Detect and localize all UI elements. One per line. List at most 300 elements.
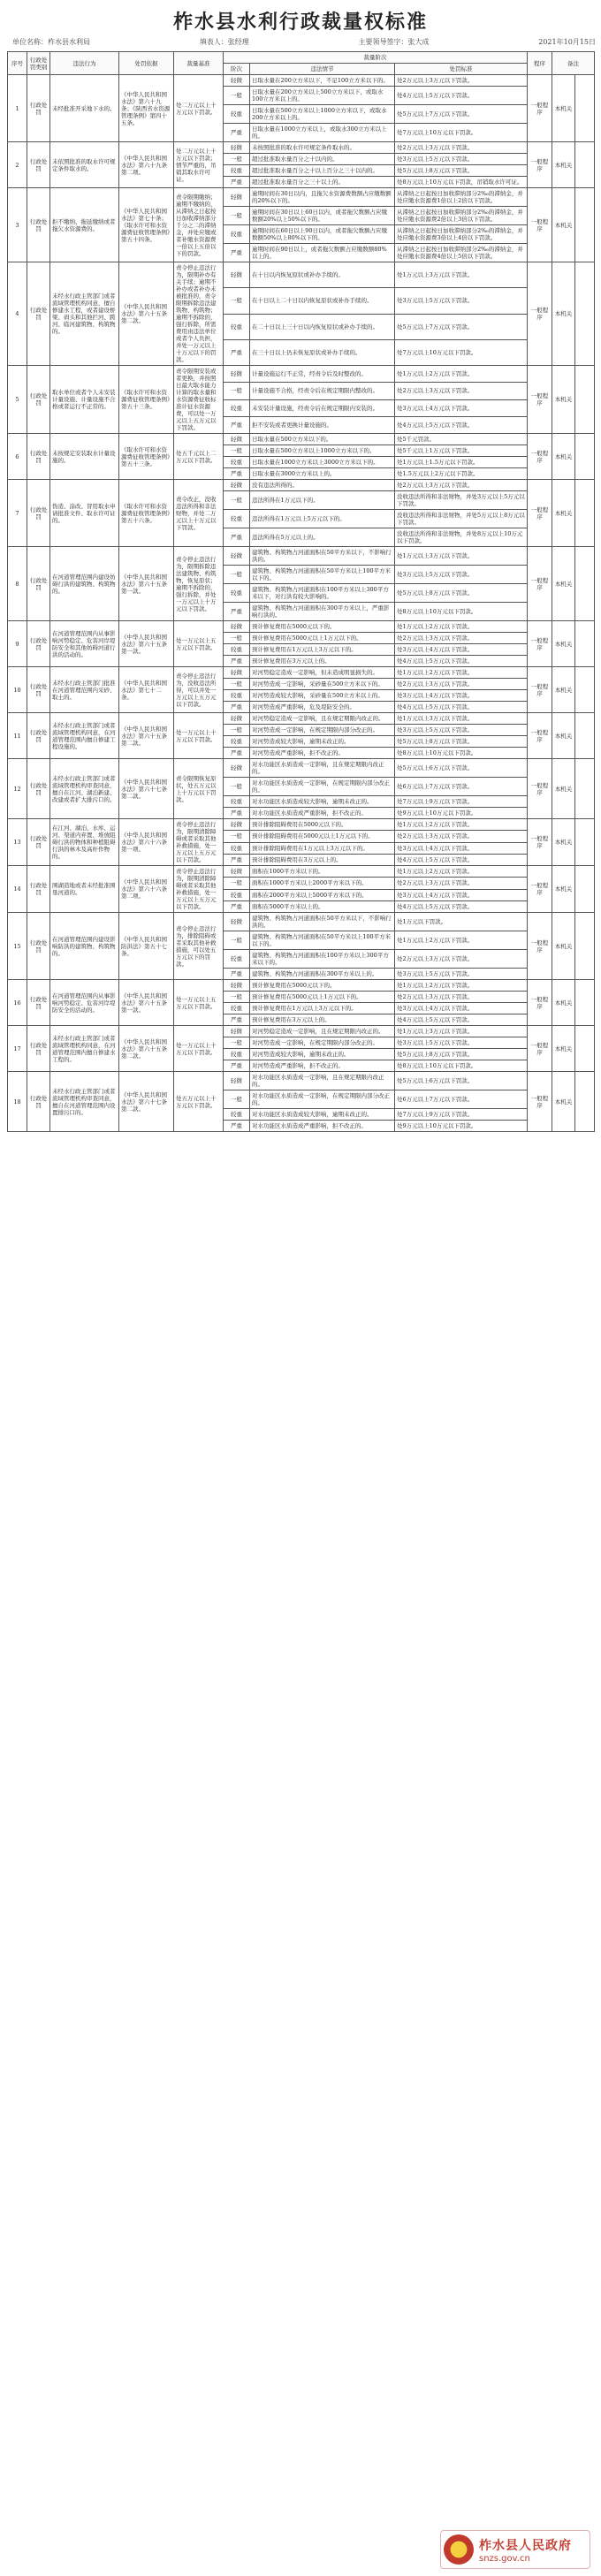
record-basis: 《中华人民共和国防洪法》第五十七条。 [119, 913, 174, 980]
record-note: 本机关 [552, 759, 575, 819]
record-basis: 《中华人民共和国水法》第六十五条第二款。 [119, 1026, 174, 1072]
record-circumstance: 日取水量在1000立方米以上，或取水300立方米以上的。 [250, 124, 395, 142]
record-standard: 处1.5万元以上2万元以下罚款。 [395, 468, 528, 480]
record-basis: 《中华人民共和国水法》第六十五条第一款。 [119, 980, 174, 1026]
record-procedure: 一般程序 [528, 759, 552, 819]
record-level: 一般 [224, 566, 250, 584]
record-circumstance: 对河势造成一定影响，采砂量在500立方米以下的。 [250, 679, 395, 690]
record-level: 轻微 [224, 262, 250, 288]
record-standard: 处4万元以上5万元以下罚款。 [395, 702, 528, 713]
record-basis: 《中华人民共和国水法》第六十六条第二项。 [119, 866, 174, 913]
record-procedure: 一般程序 [528, 667, 552, 713]
record-extra [575, 667, 595, 713]
record-circumstance: 日取水量在3000立方米以上的。 [250, 468, 395, 480]
record-extra [575, 75, 595, 142]
record-number: 2 [8, 142, 27, 188]
record-level: 严重 [224, 969, 250, 980]
record-act: 未经批准开采地下水的。 [50, 75, 119, 142]
record-extra [575, 1026, 595, 1072]
record-level: 严重 [224, 854, 250, 865]
record-number: 1 [8, 75, 27, 142]
record-level: 轻微 [224, 366, 250, 383]
meta-person: 填表人：张经理 [199, 38, 249, 46]
record-act: 未经水行政主管部门或者流域管理机构同意，在河道管理范围内擅自修建水工程的。 [50, 1026, 119, 1072]
record-level: 严重 [224, 702, 250, 713]
record-range: 责令改正，没收违法所得和非法财物，并处二万元以上十万元以下罚款。 [174, 480, 224, 547]
table-header-row [8, 52, 595, 64]
record-level: 一般 [224, 491, 250, 510]
record-category: 行政处罚 [27, 866, 50, 913]
record-standard: 处3万元以上4万元以下罚款。 [395, 889, 528, 900]
record-standard: 处9万元以上10万元以下罚款。 [395, 808, 528, 819]
record-standard: 从滞纳之日起按日加收滞纳部分2‰的滞纳金，并处应缴水资源费2倍以上3倍以下罚款。 [395, 207, 528, 225]
record-procedure: 一般程序 [528, 480, 552, 547]
record-procedure: 一般程序 [528, 262, 552, 366]
record-circumstance: 没有违法所得的。 [250, 480, 395, 491]
record-standard: 处1万元以上3万元以下罚款。 [395, 262, 528, 288]
record-level: 较重 [224, 399, 250, 416]
record-procedure: 一般程序 [528, 547, 552, 621]
record-circumstance: 对河势造成较大影响，逾期未改正的。 [250, 736, 395, 748]
form-meta [0, 37, 601, 49]
record-note: 本机关 [552, 188, 575, 262]
record-level: 严重 [224, 603, 250, 621]
record-standard: 处1万元以上3万元以下罚款。 [395, 1026, 528, 1037]
badge-url: snzs.gov.cn [479, 2553, 530, 2564]
record-extra [575, 621, 595, 667]
record-standard: 从滞纳之日起按日加收滞纳部分2‰的滞纳金，并处应缴水资源费1倍以上2倍以下罚款。 [395, 188, 528, 207]
table-row [8, 262, 595, 288]
record-circumstance: 预计修复费用在5000元以上1万元以下的。 [250, 992, 395, 1003]
record-level: 轻微 [224, 434, 250, 445]
record-category: 行政处罚 [27, 434, 50, 480]
record-circumstance: 逾期时间在60日以上90日以内，或者拖欠数额占应缴数额50%以上80%以下的。 [250, 225, 395, 244]
record-standard: 处4万元以上5万元以下罚款。 [395, 656, 528, 667]
record-circumstance: 预计排除阻碍费用在5000元以上1万元以下的。 [250, 831, 395, 842]
record-act: 拒不缴纳、拖延缴纳或者拖欠水资源费的。 [50, 188, 119, 262]
record-circumstance: 建筑物、构筑物占河道面积在100平方米以上300平方米以下的。 [250, 950, 395, 969]
record-standard: 处4万元以上5万元以下罚款。 [395, 416, 528, 433]
record-basis: 《取水许可和水资源费征收管理条例》第五十六条。 [119, 480, 174, 547]
record-basis: 《中华人民共和国水法》第六十五条第二款。 [119, 262, 174, 366]
record-level: 一般 [224, 633, 250, 644]
record-category: 行政处罚 [27, 262, 50, 366]
record-circumstance: 对河势造成严重影响，危及堤防安全的。 [250, 702, 395, 713]
record-circumstance: 超过批准取水量百分之十以上百分之三十以内的。 [250, 165, 395, 177]
record-standard: 处1万元以上2万元以下罚款。 [395, 866, 528, 878]
record-level: 较重 [224, 644, 250, 656]
record-circumstance: 建筑物、构筑物占河道面积在50平方米以上100平方米以下的。 [250, 931, 395, 950]
record-level: 一般 [224, 679, 250, 690]
record-range: 处二万元以上十万元以下罚款；情节严重的，吊销其取水许可证。 [174, 142, 224, 188]
record-standard: 没收违法所得和非法财物，并处3万元以上5万元以下罚款。 [395, 491, 528, 510]
record-note: 本机关 [552, 667, 575, 713]
record-standard: 处3万元以上4万元以下罚款。 [395, 842, 528, 854]
table-row [8, 75, 595, 87]
record-circumstance: 建筑物、构筑物占河道面积在100平方米以上300平方米以下，对行洪有较大影响的。 [250, 584, 395, 603]
record-procedure: 一般程序 [528, 980, 552, 1026]
record-standard: 处1万元以上2万元以下罚款。 [395, 621, 528, 633]
record-basis: 《中华人民共和国水法》第六十九条第二项。 [119, 142, 174, 188]
record-standard: 处3万元以上5万元以下罚款。 [395, 725, 528, 736]
record-level: 一般 [224, 87, 250, 105]
record-circumstance: 预计排除阻碍费用在3万元以上的。 [250, 854, 395, 865]
record-level: 一般 [224, 931, 250, 950]
record-category: 行政处罚 [27, 913, 50, 980]
record-circumstance: 在三十日以上仍未恢复原状或补办手续的。 [250, 339, 395, 365]
record-level: 较重 [224, 225, 250, 244]
record-circumstance: 建筑物、构筑物占河道面积在50平方米以下，不影响行洪的。 [250, 913, 395, 931]
record-circumstance: 日取水量在500立方米以下的。 [250, 434, 395, 445]
record-circumstance: 面积在1000平方米以下的。 [250, 866, 395, 878]
record-circumstance: 超过批准取水量百分之三十以上的。 [250, 177, 395, 188]
table-row [8, 866, 595, 878]
record-extra [575, 980, 595, 1026]
table-row [8, 1026, 595, 1037]
record-circumstance: 预计修复费用在5000元以下的。 [250, 980, 395, 992]
record-procedure: 一般程序 [528, 75, 552, 142]
record-circumstance: 建筑物、构筑物占河道面积在50平方米以下，不影响行洪的。 [250, 547, 395, 566]
record-level: 严重 [224, 748, 250, 759]
record-note: 本机关 [552, 262, 575, 366]
record-extra [575, 366, 595, 434]
record-act: 在河道管理范围内建设影响防洪的建筑物、构筑物的。 [50, 913, 119, 980]
record-extra [575, 819, 595, 866]
record-level: 较重 [224, 889, 250, 900]
record-extra [575, 759, 595, 819]
record-standard: 处7万元以上10万元以下罚款。 [395, 124, 528, 142]
record-circumstance: 对河势造成严重影响，拒不改正的。 [250, 1060, 395, 1072]
record-extra [575, 1072, 595, 1132]
record-procedure: 一般程序 [528, 621, 552, 667]
record-act: 未依照批准的取水许可规定条件取水的。 [50, 142, 119, 188]
table-row [8, 667, 595, 679]
header-level: 阶次 [224, 64, 250, 75]
record-number: 9 [8, 621, 27, 667]
record-note: 本机关 [552, 366, 575, 434]
record-range: 责令停止违法行为，限期补办有关手续；逾期不补办或者补办未被批准的，责令限期拆除违法建筑物、构筑物；逾期不拆除的，强行拆除，所需费用由违法单位或者个人负担，并处一万元以上十万元以下的罚款。 [174, 262, 224, 366]
record-standard: 处3万元以上5万元以下罚款。 [395, 288, 528, 314]
table-row [8, 913, 595, 931]
record-circumstance: 逾期时间在30日以内，且拖欠水资源费数额占应缴数额的20%以下的。 [250, 188, 395, 207]
table-row [8, 713, 595, 725]
gov-badge[interactable] [440, 2530, 590, 2569]
record-basis: 《中华人民共和国水法》第六十五条第一款。 [119, 547, 174, 621]
record-act: 伪造、涂改、冒用取水申请批准文件、取水许可证的。 [50, 480, 119, 547]
record-range: 处一万元以上十万元以下罚款。 [174, 713, 224, 759]
record-act: 在河道管理范围内从事影响河势稳定、危害河岸堤防安全和其他妨碍河道行洪的活动的。 [50, 621, 119, 667]
record-procedure: 一般程序 [528, 866, 552, 913]
record-level: 轻微 [224, 75, 250, 87]
record-procedure: 一般程序 [528, 713, 552, 759]
record-extra [575, 480, 595, 547]
record-circumstance: 预计排除阻碍费用在5000元以下的。 [250, 819, 395, 831]
record-circumstance: 对河势稳定造成一定影响，但未造成明显损失的。 [250, 667, 395, 679]
record-standard: 处4万元以上5万元以下罚款。 [395, 900, 528, 912]
record-standard: 处8万元以上10万元以下罚款。 [395, 603, 528, 621]
record-range: 责令限期缴纳；逾期不缴纳的，从滞纳之日起按日加收滞纳部分千分之二的滞纳金，并处应缴或者补缴水资源费一倍以上五倍以下的罚款。 [174, 188, 224, 262]
record-circumstance: 预计排除阻碍费用在1万元以上3万元以下的。 [250, 842, 395, 854]
record-standard: 处2万元以上3万元以下罚款。 [395, 679, 528, 690]
record-circumstance: 建筑物、构筑物占河道面积在300平方米以上，严重影响行洪的。 [250, 603, 395, 621]
table-body [8, 75, 595, 1132]
record-level: 轻微 [224, 713, 250, 725]
record-number: 12 [8, 759, 27, 819]
record-note: 本机关 [552, 866, 575, 913]
record-level: 较重 [224, 736, 250, 748]
record-act: 在河道管理范围内建设妨碍行洪的建筑物、构筑物的。 [50, 547, 119, 621]
record-note: 本机关 [552, 434, 575, 480]
record-number: 8 [8, 547, 27, 621]
record-circumstance: 对水功能区水质造成较大影响，逾期未改正的。 [250, 796, 395, 808]
record-note: 本机关 [552, 1026, 575, 1072]
record-basis: 《中华人民共和国水法》第七十二条。 [119, 667, 174, 713]
record-standard: 处8万元以上10万元以下罚款。 [395, 748, 528, 759]
record-act: 围湖造地或者未经批准围垦河道的。 [50, 866, 119, 913]
record-standard: 处5万元以上7万元以下罚款。 [395, 314, 528, 339]
record-level: 一般 [224, 445, 250, 457]
record-extra [575, 434, 595, 480]
record-extra [575, 547, 595, 621]
record-range: 责令停止违法行为，限期清除障碍或者采取其他补救措施，处一万元以上五万元以下罚款。 [174, 866, 224, 913]
table-row [8, 480, 595, 491]
record-note: 本机关 [552, 480, 575, 547]
record-level: 轻微 [224, 667, 250, 679]
record-procedure: 一般程序 [528, 188, 552, 262]
record-level: 较重 [224, 584, 250, 603]
record-circumstance: 预计修复费用在5000元以上1万元以下的。 [250, 633, 395, 644]
record-level: 轻微 [224, 913, 250, 931]
table-row [8, 547, 595, 566]
record-range: 处五万元以上十万元以下罚款。 [174, 1072, 224, 1132]
record-category: 行政处罚 [27, 188, 50, 262]
record-level: 严重 [224, 468, 250, 480]
record-circumstance: 逾期时间在90日以上，或者拖欠数额占应缴数额80%以上的。 [250, 244, 395, 262]
record-range: 处二万元以上十万元以下罚款。 [174, 75, 224, 142]
record-standard: 处5千元以上1万元以下罚款。 [395, 445, 528, 457]
record-number: 14 [8, 866, 27, 913]
header-procedure: 程序 [528, 52, 552, 75]
record-standard: 处4万元以上5万元以下罚款。 [395, 1014, 528, 1026]
record-level: 较重 [224, 1109, 250, 1121]
header-act: 违法行为 [50, 52, 119, 75]
record-category: 行政处罚 [27, 480, 50, 547]
record-act: 取水单位或者个人未安装计量设施、计量设施不合格或者运行不正常的。 [50, 366, 119, 434]
record-standard: 处6万元以上7万元以下罚款。 [395, 778, 528, 796]
header-note: 备注 [552, 52, 595, 75]
record-category: 行政处罚 [27, 1072, 50, 1132]
record-circumstance: 对河势造成一定影响，在规定期限内部分改正的。 [250, 725, 395, 736]
record-level: 轻微 [224, 142, 250, 154]
record-circumstance: 对河势稳定造成一定影响，且在规定期限内改正的。 [250, 713, 395, 725]
record-standard: 处2万元以上3万元以下罚款。 [395, 480, 528, 491]
record-level: 轻微 [224, 1072, 250, 1090]
record-circumstance: 未按照批准的取水许可规定条件取水的。 [250, 142, 395, 154]
record-number: 7 [8, 480, 27, 547]
header-circumstance: 违法情节 [250, 64, 395, 75]
record-range: 责令停止违法行为，没收违法所得，可以并处一万元以上五万元以下罚款。 [174, 667, 224, 713]
record-note: 本机关 [552, 980, 575, 1026]
record-level: 一般 [224, 288, 250, 314]
record-level: 严重 [224, 528, 250, 547]
record-note: 本机关 [552, 819, 575, 866]
record-extra [575, 262, 595, 366]
record-standard: 处5万元以上8万元以下罚款。 [395, 165, 528, 177]
record-note: 本机关 [552, 913, 575, 980]
record-circumstance: 违法所得在5万元以上的。 [250, 528, 395, 547]
record-standard: 处2万元以上3万元以下罚款。 [395, 383, 528, 399]
record-standard: 处2万元以上3万元以下罚款。 [395, 142, 528, 154]
meta-unit: 单位名称：柞水县水利局 [12, 38, 90, 46]
record-range: 责令限期安装或者更换，并按照日最大取水能力计算的取水量和水资源费征收标准计征水资源费，可以处一万元以上五万元以下罚款。 [174, 366, 224, 434]
record-standard: 处2万元以上3万元以下罚款。 [395, 950, 528, 969]
record-standard: 处1万元以上2万元以下罚款。 [395, 980, 528, 992]
record-standard: 处1万元以上1.5万元以下罚款。 [395, 457, 528, 468]
record-level: 严重 [224, 244, 250, 262]
record-circumstance: 对水功能区水质造成一定影响，在规定期限内部分改正的。 [250, 778, 395, 796]
meta-phone: 主要领导签字：张大成 [358, 38, 430, 46]
record-circumstance: 未安装计量设施，经责令后在规定期限内安装的。 [250, 399, 395, 416]
record-level: 严重 [224, 900, 250, 912]
record-act: 在江河、湖泊、水库、运河、渠道内弃置、堆放阻碍行洪的物体和种植阻碍行洪的林木及高秆作物的。 [50, 819, 119, 866]
record-basis: 《中华人民共和国水法》第六十五条第一款。 [119, 621, 174, 667]
record-standard: 处5万元以上7万元以下罚款。 [395, 105, 528, 124]
record-standard: 没收违法所得和非法财物，并处8万元以上10万元以下罚款。 [395, 528, 528, 547]
table-row [8, 188, 595, 207]
record-standard: 处7万元以上10万元以下罚款。 [395, 339, 528, 365]
record-circumstance: 违法所得在1万元以下的。 [250, 491, 395, 510]
record-standard: 从滞纳之日起按日加收滞纳部分2‰的滞纳金，并处应缴水资源费3倍以上4倍以下罚款。 [395, 225, 528, 244]
record-standard: 处2万元以上3万元以下罚款。 [395, 831, 528, 842]
table-row [8, 759, 595, 778]
record-range: 处五千元以上二万元以下罚款。 [174, 434, 224, 480]
header-basis: 处罚依据 [119, 52, 174, 75]
record-circumstance: 日取水量在500立方米以上1000立方米以下的。 [250, 445, 395, 457]
record-circumstance: 对河势造成较大影响，逾期未改正的。 [250, 1049, 395, 1060]
record-standard: 处5万元以上6万元以下罚款。 [395, 759, 528, 778]
page-title: 柞水县水利行政裁量权标准 [172, 11, 428, 34]
record-level: 严重 [224, 416, 250, 433]
record-range: 责令限期恢复原状，处五万元以上十万元以下罚款。 [174, 759, 224, 819]
record-standard: 处3万元以上5万元以下罚款。 [395, 154, 528, 165]
record-level: 一般 [224, 1037, 250, 1049]
record-standard: 处3万元以上4万元以下罚款。 [395, 690, 528, 702]
record-level: 严重 [224, 656, 250, 667]
record-procedure: 一般程序 [528, 366, 552, 434]
record-circumstance: 对水功能区水质造成一定影响，在规定期限内部分改正的。 [250, 1090, 395, 1109]
record-standard: 处5万元以上8万元以下罚款。 [395, 736, 528, 748]
record-circumstance: 对水功能区水质造成严重影响，拒不改正的。 [250, 1121, 395, 1132]
record-circumstance: 对河势造成严重影响，拒不改正的。 [250, 748, 395, 759]
record-level: 较重 [224, 1003, 250, 1014]
record-standard: 处1万元以上3万元以下罚款。 [395, 713, 528, 725]
record-procedure: 一般程序 [528, 434, 552, 480]
record-circumstance: 预计修复费用在1万元以上3万元以下的。 [250, 644, 395, 656]
record-note: 本机关 [552, 547, 575, 621]
record-number: 6 [8, 434, 27, 480]
record-number: 17 [8, 1026, 27, 1072]
record-range: 责令停止违法行为，排除阻碍或者采取其他补救措施，可以处五万元以下的罚款。 [174, 913, 224, 980]
record-procedure: 一般程序 [528, 1072, 552, 1132]
record-note: 本机关 [552, 75, 575, 142]
record-act: 未经水行政主管部门或者流域管理机构同意，在河道管理范围内擅自修建工程设施的。 [50, 713, 119, 759]
record-number: 15 [8, 913, 27, 980]
table-row [8, 366, 595, 383]
record-circumstance: 逾期时间在30日以上60日以内，或者拖欠数额占应缴数额20%以上50%以下的。 [250, 207, 395, 225]
header-group: 裁量阶次 [224, 52, 528, 64]
record-circumstance: 预计修复费用在5000元以下的。 [250, 621, 395, 633]
national-emblem-icon: ★ [444, 2534, 474, 2565]
record-number: 4 [8, 262, 27, 366]
record-circumstance: 对河势造成一定影响，在规定期限内部分改正的。 [250, 1037, 395, 1049]
table-row [8, 980, 595, 992]
record-level: 严重 [224, 1060, 250, 1072]
header-category: 行政处罚类别 [27, 52, 50, 75]
record-number: 3 [8, 188, 27, 262]
record-category: 行政处罚 [27, 142, 50, 188]
record-level: 严重 [224, 177, 250, 188]
record-circumstance: 违法所得在1万元以上5万元以下的。 [250, 510, 395, 528]
table-row [8, 1072, 595, 1090]
record-circumstance: 计量设施运行不正常，经责令后及时整改的。 [250, 366, 395, 383]
record-level: 较重 [224, 796, 250, 808]
header-no: 序号 [8, 52, 27, 75]
record-standard: 处5万元以上8万元以下罚款。 [395, 584, 528, 603]
record-category: 行政处罚 [27, 621, 50, 667]
table-row [8, 819, 595, 831]
record-level: 较重 [224, 510, 250, 528]
record-category: 行政处罚 [27, 759, 50, 819]
record-standard: 处8万元以上10万元以下罚款，吊销取水许可证。 [395, 177, 528, 188]
record-level: 轻微 [224, 759, 250, 778]
record-category: 行政处罚 [27, 366, 50, 434]
record-level: 一般 [224, 778, 250, 796]
record-range: 处一万元以上五万元以下罚款。 [174, 621, 224, 667]
record-level: 一般 [224, 878, 250, 889]
table-row [8, 621, 595, 633]
record-level: 严重 [224, 124, 250, 142]
record-basis: 《中华人民共和国水法》第六十五条第二款。 [119, 713, 174, 759]
record-act: 未经水行政主管部门批准在河道管理范围内采砂、取土的。 [50, 667, 119, 713]
record-level: 轻微 [224, 621, 250, 633]
record-level: 较重 [224, 105, 250, 124]
record-act: 未经水行政主管部门或者流域管理机构审查同意，擅自在江河、湖泊新建、改建或者扩大排污口的。 [50, 759, 119, 819]
record-standard: 处3万元以上5万元以下罚款。 [395, 969, 528, 980]
meta-date: 2021年10月15日 [538, 38, 596, 46]
record-category: 行政处罚 [27, 547, 50, 621]
record-standard: 处1万元以上2万元以下罚款。 [395, 667, 528, 679]
record-standard: 处1万元以上2万元以下罚款。 [395, 931, 528, 950]
record-range: 处一万元以上十万元以下罚款。 [174, 1026, 224, 1072]
record-procedure: 一般程序 [528, 819, 552, 866]
record-circumstance: 日取水量在500立方米以上1000立方米以下，或取水200立方米以上的。 [250, 105, 395, 124]
record-number: 10 [8, 667, 27, 713]
record-circumstance: 对河势造成较大影响，采砂量在500立方米以上的。 [250, 690, 395, 702]
record-circumstance: 建筑物、构筑物占河道面积在300平方米以上的。 [250, 969, 395, 980]
discretion-table [7, 51, 595, 1132]
record-level: 一般 [224, 992, 250, 1003]
record-procedure: 一般程序 [528, 913, 552, 980]
record-circumstance: 预计修复费用在1万元以上3万元以下的。 [250, 1003, 395, 1014]
record-category: 行政处罚 [27, 819, 50, 866]
record-circumstance: 日取水量在1000立方米以上3000立方米以下的。 [250, 457, 395, 468]
record-range: 责令停止违法行为，限期清除障碍或者采取其他补救措施，处一万元以上五万元以下罚款。 [174, 819, 224, 866]
record-level: 严重 [224, 339, 250, 365]
record-circumstance: 面积在2000平方米以上5000平方米以下的。 [250, 889, 395, 900]
record-standard: 处2万元以上3万元以下罚款。 [395, 75, 528, 87]
record-standard: 处2万元以上3万元以下罚款。 [395, 878, 528, 889]
record-number: 16 [8, 980, 27, 1026]
